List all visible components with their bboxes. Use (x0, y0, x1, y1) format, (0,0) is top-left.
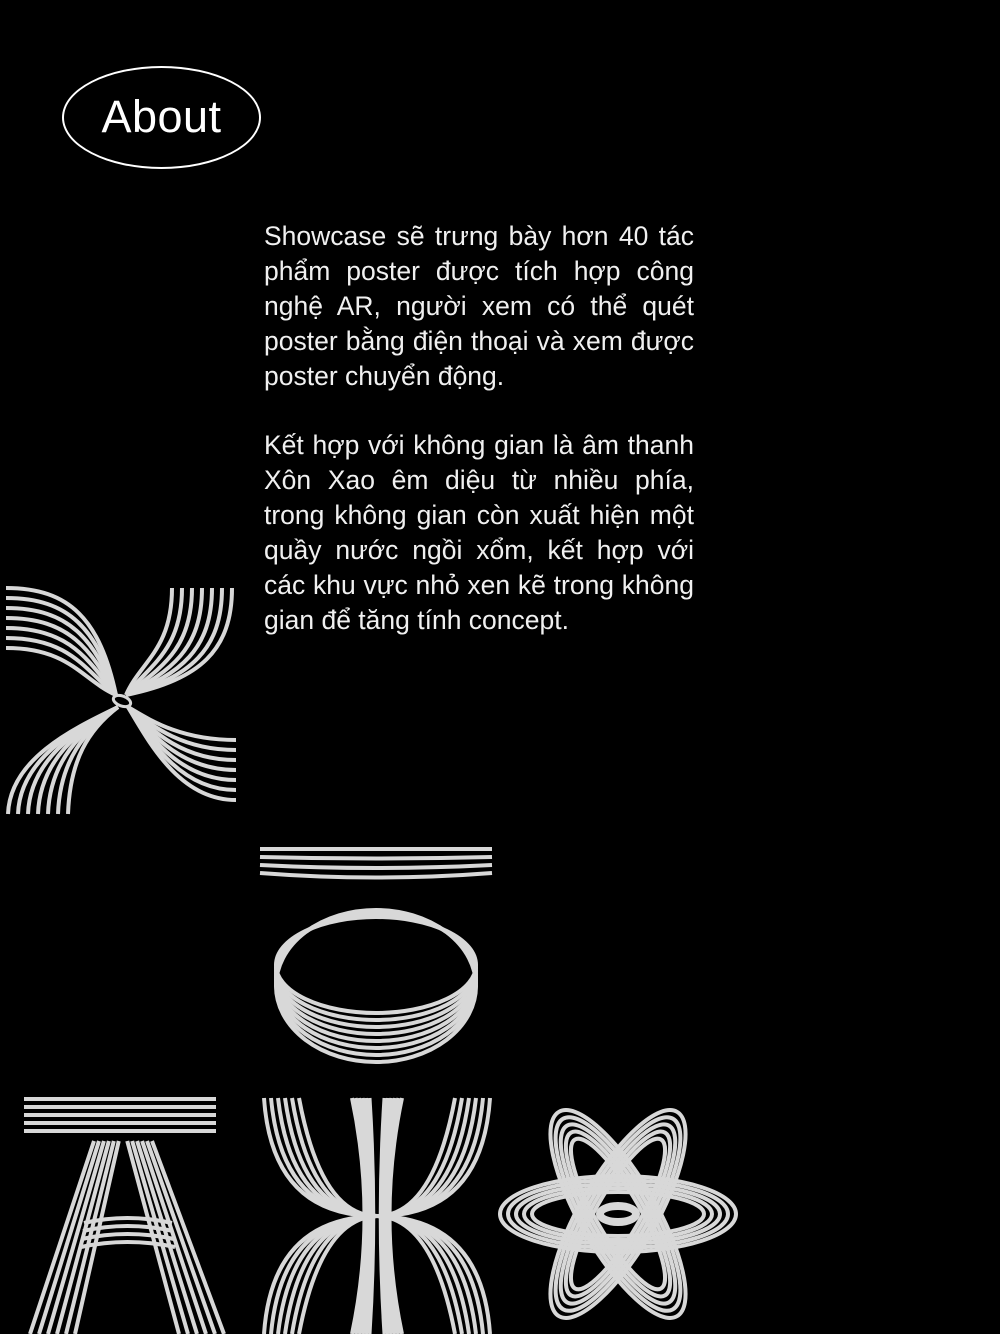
paragraph-1: Showcase sẽ trưng bày hơn 40 tác phẩm poster được tích hợp công nghệ AR, người xem có thể quét poster bằng điện thoại và xem được poster chuyển động. (264, 221, 694, 391)
accent-stroke (260, 873, 492, 878)
about-label: About (101, 90, 222, 142)
petal-stroke (534, 1102, 703, 1327)
accent-stroke (260, 857, 492, 859)
about-badge (62, 66, 261, 169)
swirl-x-glyph (0, 580, 240, 820)
flower-o-glyph (498, 1092, 743, 1334)
center-stroke (602, 1208, 634, 1220)
petal-stroke (524, 1188, 712, 1240)
o-circumflex-glyph (258, 845, 494, 1055)
crossbar-stroke (81, 1242, 175, 1247)
about-description (264, 219, 694, 672)
petal-stroke (526, 1093, 710, 1334)
accent-stroke (260, 865, 492, 868)
paragraph-2: Kết hợp với không gian là âm thanh Xôn Xao êm diệu từ nhiều phía, trong không gian còn xuất hiện một quầy nước ngồi xổm, kết hợp với các khu vực nhỏ xen kẽ trong không gian để tăng tính concept. (264, 430, 694, 635)
x-hourglass-glyph (262, 1096, 492, 1334)
petal-stroke (532, 1192, 704, 1236)
crossbar-stroke (83, 1226, 173, 1231)
a-circumflex-glyph (22, 1095, 232, 1334)
petal-stroke (534, 1102, 703, 1327)
crossbar-stroke (84, 1218, 172, 1223)
crossbar-stroke (82, 1234, 174, 1239)
petal-stroke (526, 1093, 710, 1334)
